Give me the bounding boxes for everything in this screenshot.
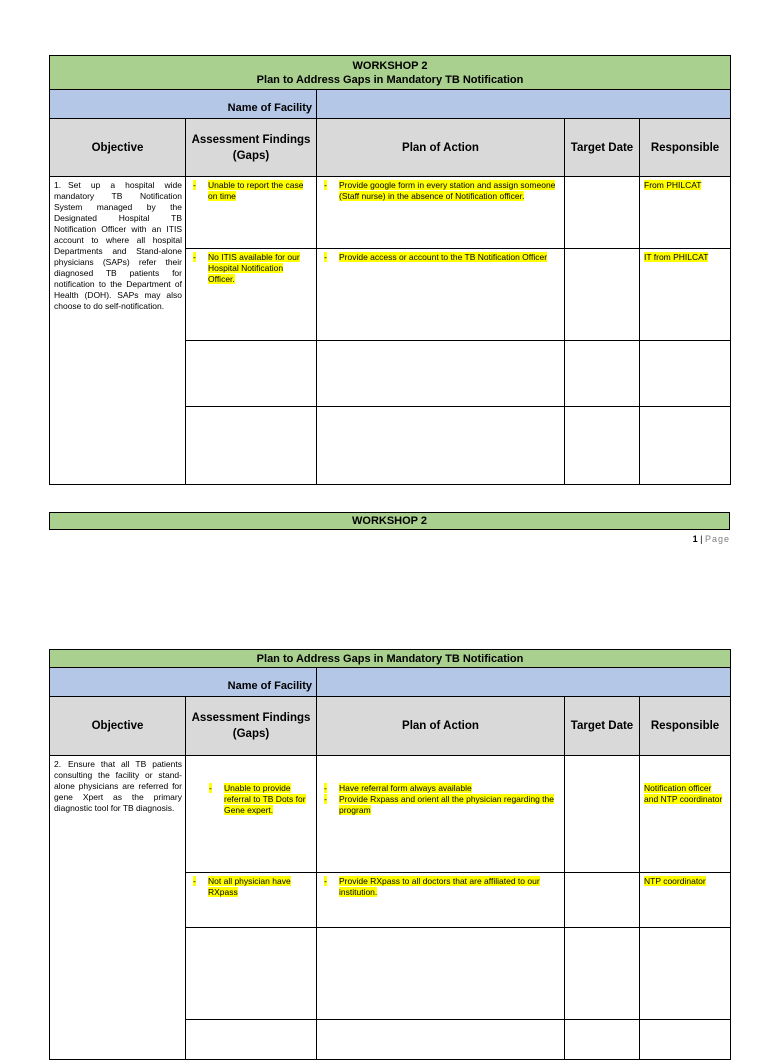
gap-cell: - Unable to provide referral to TB Dots for Gene expert. — [186, 756, 317, 873]
responsible-cell-empty — [640, 1020, 731, 1060]
action-cell-empty — [317, 1020, 565, 1060]
action-text: Provide RXpass to all doctors that are affiliated to our institution. — [339, 876, 540, 897]
action-cell: - Provide google form in every station and assign someone (Staff nurse) in the absence of Notification officer. — [317, 177, 565, 249]
header-objective: Objective — [50, 697, 186, 756]
responsible-cell — [640, 177, 731, 249]
responsible-cell — [640, 873, 731, 928]
header-gaps: Assessment Findings (Gaps) — [186, 697, 317, 756]
workshop-table-2 — [49, 649, 731, 1060]
target-date-cell-empty — [565, 928, 640, 1020]
page-number — [640, 534, 730, 544]
header-responsible: Responsible — [640, 119, 731, 177]
plan-title: Plan to Address Gaps in Mandatory TB Notification — [50, 650, 731, 668]
header-target-date: Target Date — [565, 697, 640, 756]
gap-text: No ITIS available for our Hospital Notification Officer. — [208, 252, 300, 284]
page-separator: | — [700, 534, 703, 544]
action-cell-empty — [317, 341, 565, 407]
gap-cell-empty — [186, 341, 317, 407]
action-cell-empty — [317, 407, 565, 485]
responsible-text: IT from PHILCAT — [644, 252, 709, 262]
action-text: Provide Rxpass and orient all the physician regarding the program — [339, 794, 554, 815]
page-word: Page — [704, 534, 730, 544]
table-title — [50, 56, 731, 90]
header-plan: Plan of Action — [317, 697, 565, 756]
workshop-title: WORKSHOP 2 — [352, 59, 428, 72]
facility-label: Name of Facility — [50, 90, 317, 119]
gap-cell: - Not all physician have RXpass — [186, 873, 317, 928]
gap-text: Unable to report the case on time — [208, 180, 304, 201]
action-text: Have referral form always available — [339, 783, 472, 793]
responsible-text: Notification officer and NTP coordinator — [644, 783, 723, 804]
header-plan: Plan of Action — [317, 119, 565, 177]
target-date-cell-empty — [565, 407, 640, 485]
responsible-cell-empty — [640, 341, 731, 407]
objective-cell — [50, 756, 186, 1060]
action-text: Provide google form in every station and assign someone (Staff nurse) in the absence of Notification officer. — [339, 180, 556, 201]
header-objective: Objective — [50, 119, 186, 177]
footer-workshop-bar: WORKSHOP 2 — [49, 512, 730, 530]
responsible-cell — [640, 756, 731, 873]
target-date-cell — [565, 873, 640, 928]
facility-label: Name of Facility — [50, 668, 317, 697]
responsible-cell — [640, 249, 731, 341]
responsible-cell-empty — [640, 928, 731, 1020]
action-cell: - Have referral form always available - Provide Rxpass and orient all the physician regarding the program — [317, 756, 565, 873]
target-date-cell — [565, 177, 640, 249]
target-date-cell-empty — [565, 341, 640, 407]
responsible-cell-empty — [640, 407, 731, 485]
target-date-cell — [565, 249, 640, 341]
gap-cell: - No ITIS available for our Hospital Notification Officer. — [186, 249, 317, 341]
objective-cell — [50, 177, 186, 485]
action-cell: - Provide access or account to the TB Notification Officer — [317, 249, 565, 341]
target-date-cell-empty — [565, 1020, 640, 1060]
target-date-cell — [565, 756, 640, 873]
facility-name-field[interactable] — [317, 668, 731, 697]
page-number-value: 1 — [692, 534, 698, 544]
objective-number: 1. — [54, 180, 62, 190]
action-cell-empty — [317, 928, 565, 1020]
responsible-text: NTP coordinator — [644, 876, 706, 886]
objective-text: Set up a hospital wide mandatory TB Notification System managed by the Designated Hospital TB Notification Officer with an ITIS account to where all hospital Departments and Stand-alone physicians (SAPs) refer their diagnosed TB patients for notification to the Department of Health (DOH). SAPs may also choose to do self-notification. — [54, 180, 182, 311]
workshop-table-1 — [49, 55, 731, 485]
plan-title: Plan to Address Gaps in Mandatory TB Notification — [256, 73, 524, 86]
gap-cell-empty — [186, 1020, 317, 1060]
facility-name-field[interactable] — [317, 90, 731, 119]
gap-cell-empty — [186, 928, 317, 1020]
objective-text: Ensure that all TB patients consulting the facility or stand-alone physicians are referred for gene Xpert as the primary diagnostic tool for TB diagnosis. — [54, 759, 182, 813]
header-gaps: Assessment Findings (Gaps) — [186, 119, 317, 177]
gap-text: Not all physician have RXpass — [208, 876, 291, 897]
action-cell: - Provide RXpass to all doctors that are affiliated to our institution. — [317, 873, 565, 928]
gap-cell-empty — [186, 407, 317, 485]
gap-cell: - Unable to report the case on time — [186, 177, 317, 249]
header-target-date: Target Date — [565, 119, 640, 177]
action-text: Provide access or account to the TB Notification Officer — [339, 252, 548, 262]
header-responsible: Responsible — [640, 697, 731, 756]
responsible-text: From PHILCAT — [644, 180, 702, 190]
objective-number: 2. — [54, 759, 62, 769]
gap-text: Unable to provide referral to TB Dots for Gene expert. — [224, 783, 306, 815]
